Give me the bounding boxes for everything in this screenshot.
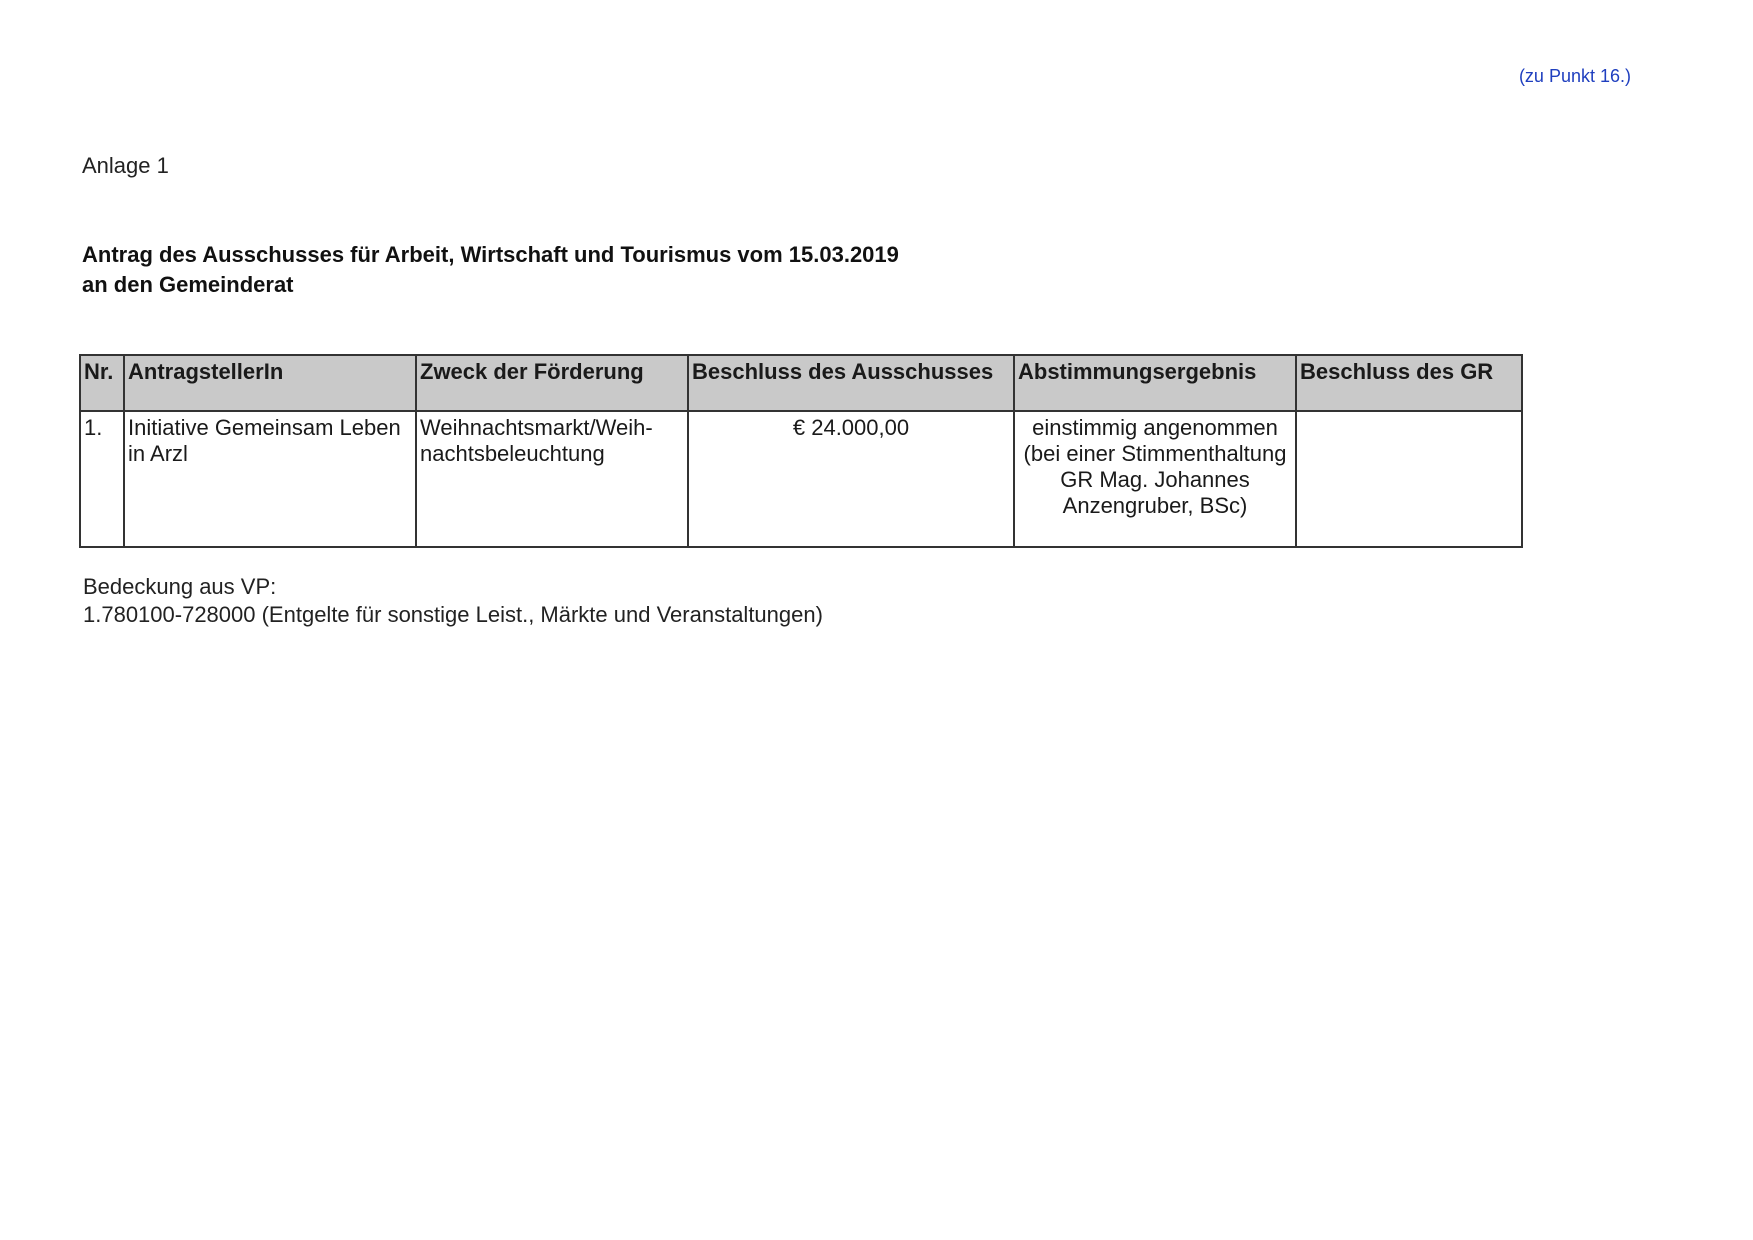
coverage-line-1: Bedeckung aus VP: xyxy=(83,574,277,599)
cell-vote-result: einstimmig angenommen (bei einer Stimmenthaltung GR Mag. Johannes Anzengruber, BSc) xyxy=(1014,411,1296,547)
cell-council-decision xyxy=(1296,411,1522,547)
header-purpose: Zweck der Förderung xyxy=(416,355,688,411)
cell-applicant: Initiative Gemeinsam Leben in Arzl xyxy=(124,411,416,547)
header-council-decision: Beschluss des GR xyxy=(1296,355,1522,411)
header-vote-result: Abstimmungsergebnis xyxy=(1014,355,1296,411)
header-committee-decision: Beschluss des Ausschusses xyxy=(688,355,1014,411)
application-table xyxy=(79,354,1523,548)
table-header-row xyxy=(80,355,1522,411)
cell-purpose: Weihnachtsmarkt/Weih-nachtsbeleuchtung xyxy=(416,411,688,547)
document-heading xyxy=(82,240,899,300)
cell-committee-decision: € 24.000,00 xyxy=(688,411,1014,547)
table-row xyxy=(80,411,1522,547)
coverage-line-2: 1.780100-728000 (Entgelte für sonstige Leist., Märkte und Veranstaltungen) xyxy=(83,602,823,627)
heading-line-1: Antrag des Ausschusses für Arbeit, Wirtschaft und Tourismus vom 15.03.2019 xyxy=(82,242,899,267)
header-nr: Nr. xyxy=(80,355,124,411)
reference-note: (zu Punkt 16.) xyxy=(1518,66,1631,86)
cell-nr: 1. xyxy=(80,411,124,547)
header-applicant: AntragstellerIn xyxy=(124,355,416,411)
attachment-label: Anlage 1 xyxy=(82,153,169,178)
coverage-note xyxy=(83,573,823,629)
heading-line-2: an den Gemeinderat xyxy=(82,272,294,297)
